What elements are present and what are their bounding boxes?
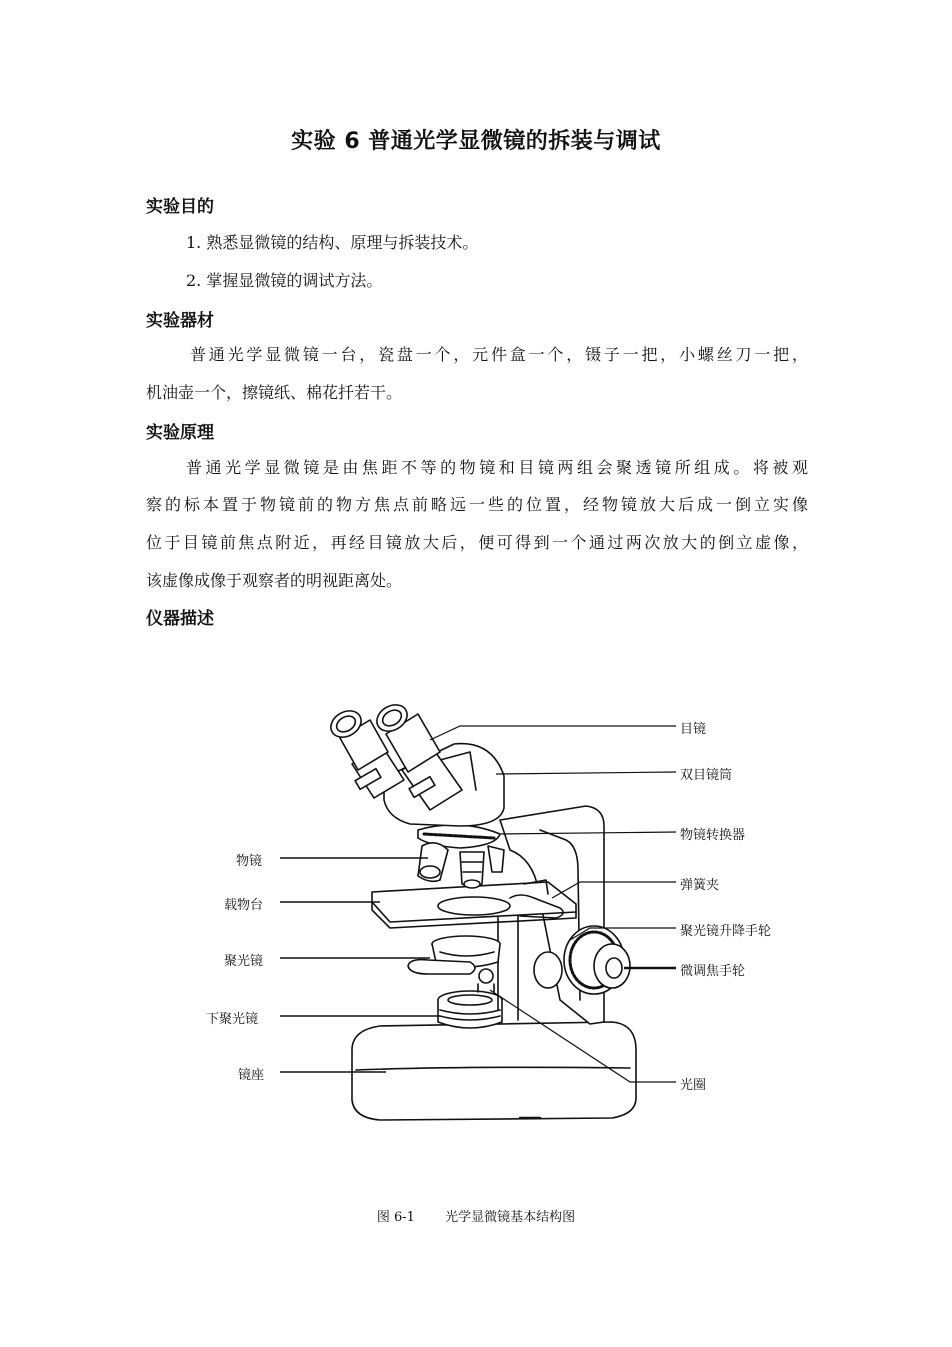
purpose-item-1: 1. 熟悉显微镜的结构、原理与拆装技术。: [186, 233, 479, 252]
label-eyepiece: 目镜: [680, 722, 707, 737]
figure-caption: [0, 1206, 952, 1225]
heading-principle: 实验原理: [146, 423, 214, 443]
objective-lenses: [418, 843, 504, 888]
caption-text: 光学显微镜基本结构图: [445, 1210, 576, 1225]
principle-line-3: 位于目镜前焦点附近，再经目镜放大后，便可得到一个通过两次放大的倒立虚像，: [146, 533, 808, 552]
microscope-base: [352, 1022, 636, 1120]
heading-description: 仪器描述: [146, 609, 214, 629]
heading-materials: 实验器材: [146, 311, 214, 331]
principle-line-2: 察的标本置于物镜前的物方焦点前略远一些的位置，经物镜放大后成一倒立实像: [146, 495, 808, 514]
label-nosepiece: 物镜转换器: [680, 828, 746, 843]
label-condenser: 聚光镜: [224, 954, 264, 969]
materials-line-2: 机油壶一个，擦镜纸、棉花扦若干。: [146, 383, 403, 402]
page-title: 实验 6 普通光学显微镜的拆装与调试: [291, 129, 661, 154]
label-lower-condenser: 下聚光镜: [206, 1012, 259, 1027]
caption-number: 图 6-1: [376, 1210, 415, 1225]
purpose-item-2: 2. 掌握显微镜的调试方法。: [186, 271, 383, 290]
label-binocular-tube: 双目镜筒: [680, 768, 733, 783]
principle-line-1: 普通光学显微镜是由焦距不等的物镜和目镜两组会聚透镜所组成。将被观: [186, 458, 808, 477]
label-stage: 载物台: [224, 898, 264, 913]
label-diaphragm: 光圈: [680, 1078, 707, 1093]
label-condenser-knob: 聚光镜升降手轮: [680, 924, 772, 939]
label-spring-clip: 弹簧夹: [680, 878, 720, 893]
principle-line-4: 该虚像成像于观察者的明视距离处。: [146, 571, 403, 590]
label-base: 镜座: [238, 1068, 265, 1083]
materials-line-1: 普通光学显微镜一台，瓷盘一个，元件盒一个，镊子一把，小螺丝刀一把，: [190, 345, 808, 364]
label-objective: 物镜: [236, 854, 263, 869]
heading-purpose: 实验目的: [146, 197, 214, 217]
label-fine-focus-knob: 微调焦手轮: [680, 964, 746, 979]
